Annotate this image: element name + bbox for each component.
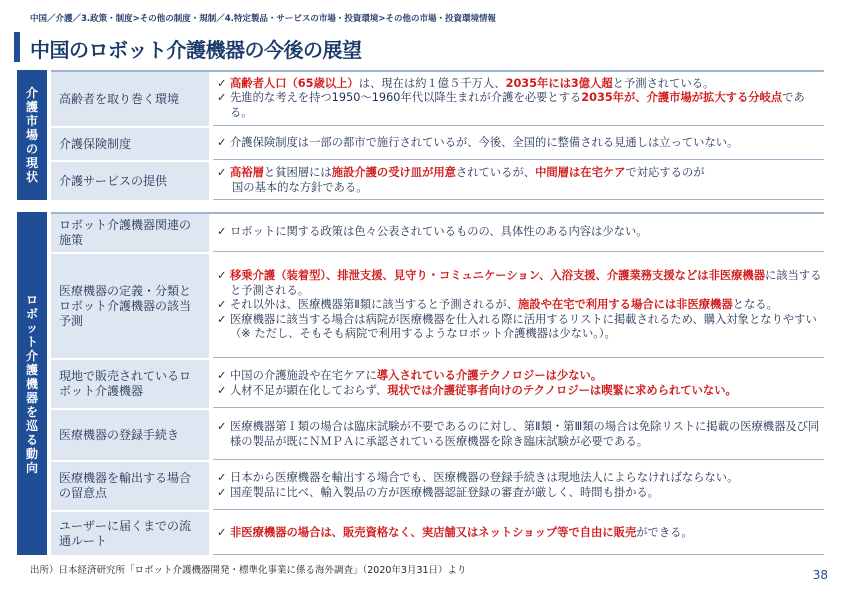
text-segment: ができる。 (636, 525, 693, 539)
row-topic: 医療機器を輸出する場合の留意点 (51, 462, 209, 510)
row-topic: 現地で販売されているロボット介護機器 (51, 360, 209, 408)
highlight-text: 導入されている介護テクノロジーは少ない。 (376, 369, 603, 382)
bullet-text (230, 471, 738, 486)
row-topic: 介護サービスの提供 (51, 162, 209, 200)
check-icon: ✓ (217, 420, 227, 433)
bullet-item (217, 471, 824, 486)
text-segment: 中国の介護施設や在宅ケアに (230, 369, 377, 382)
highlight-text: 2035年には3億人超 (505, 76, 613, 90)
bullet-text (230, 298, 778, 313)
table-row (51, 410, 824, 460)
check-icon: ✓ (217, 383, 227, 397)
row-topic: 高齢者を取り巻く環境 (51, 72, 209, 126)
bullet-item (217, 369, 824, 384)
bullet-text (230, 384, 737, 399)
check-icon: ✓ (217, 471, 227, 484)
row-topic: ユーザーに届くまでの流通ルート (51, 512, 209, 555)
text-segment: で対応するのが (625, 166, 705, 179)
table-row (51, 162, 824, 200)
highlight-text: 施設や在宅で利用する場合には非医療機器 (518, 298, 733, 312)
check-icon: ✓ (217, 166, 227, 179)
text-segment: 医療機器に該当する場合は病院が医療機器を仕入れる際に活用するリストに掲載されるため、購入対象となりやすい（※ ただし、そもそも病院で利用するようなロボット介護機器は少ない。）。 (230, 312, 817, 341)
check-icon: ✓ (217, 312, 227, 326)
text-segment: 人材不足が顕在化しておらず、 (230, 383, 388, 397)
text-segment: と予測されている。 (612, 76, 715, 90)
highlight-text: 高裕層 (230, 166, 264, 179)
bullet-text (230, 91, 824, 120)
check-icon: ✓ (217, 225, 227, 239)
row-description (213, 214, 824, 252)
bullet-item (217, 420, 824, 449)
text-segment: である。 (230, 91, 805, 119)
text-segment: ロボットに関する政策は色々公表されているものの、具体性のある内容は少ない。 (230, 225, 648, 239)
bullet-text (230, 269, 824, 298)
table-row (51, 128, 824, 160)
table-row (51, 72, 824, 126)
table-row (51, 512, 824, 555)
bullet-text (230, 225, 648, 240)
section-care-market (17, 70, 824, 200)
table-row (51, 254, 824, 358)
bullet-text (230, 420, 824, 449)
bullet-item (217, 298, 824, 313)
bullet-item (217, 225, 824, 240)
check-icon: ✓ (217, 369, 227, 382)
text-segment: となる。 (732, 298, 778, 312)
highlight-text: 非医療機器の場合は、販売資格なく、実店舗又はネットショップ等で自由に販売 (230, 525, 637, 539)
section-label: ロボット介護機器を巡る動向 (17, 212, 47, 555)
check-icon: ✓ (217, 136, 227, 150)
text-segment: 先進的な考えを持つ1950～1960年代以降生まれが介護を必要とする (230, 91, 582, 105)
bullet-item (217, 384, 824, 399)
bullet-item (217, 77, 824, 92)
text-segment: に該当すると予測される。 (230, 269, 822, 297)
section-robot-trends (17, 212, 824, 555)
table-row (51, 214, 824, 252)
page-title: 中国のロボット介護機器の今後の展望 (30, 38, 362, 62)
row-description (213, 410, 824, 460)
bullet-text (230, 486, 659, 501)
bullet-item (217, 269, 824, 298)
continuation-text: 国の基本的な方針である。 (232, 180, 368, 194)
bullet-text (230, 77, 714, 92)
bullet-item (217, 526, 824, 541)
row-description (213, 512, 824, 555)
check-icon: ✓ (217, 91, 227, 105)
source-note: 出所）日本経済研究所「ロボット介護機器開発・標準化事業に係る海外調査」（2020年3月31日）より (30, 565, 467, 576)
highlight-text: 施設介護の受け皿が用意 (331, 166, 456, 179)
table-row (51, 462, 824, 510)
row-description (213, 162, 824, 200)
text-segment: 介護保険制度は一部の都市で施行されているが、今後、全国的に整備される見通しは立っていない。 (230, 136, 739, 150)
check-icon: ✓ (217, 298, 227, 312)
row-description (213, 360, 824, 408)
page-number: 38 (812, 568, 828, 582)
breadcrumb: 中国／介護／3.政策・制度>その他の制度・規制／4.特定製品・サービスの市場・投資環境>その他の市場・投資環境情報 (30, 14, 497, 24)
bullet-text (230, 369, 602, 384)
highlight-text: 現状では介護従事者向けのテクノロジーは喫緊に求められていない。 (387, 383, 737, 397)
highlight-text: 2035年が、介護市場が拡大する分岐点 (581, 91, 783, 105)
bullet-text (230, 313, 824, 342)
text-segment: は、現在は約１億５千万人、 (358, 76, 506, 90)
row-topic: 医療機器の登録手続き (51, 410, 209, 460)
text-segment: と貧困層には (263, 166, 332, 179)
bullet-item (217, 91, 824, 120)
check-icon: ✓ (217, 485, 227, 499)
check-icon: ✓ (217, 269, 227, 283)
highlight-text: 高齢者人口（65歳以上） (230, 76, 359, 90)
text-segment: 国産製品に比べ、輸入製品の方が医療機器認証登録の審査が厳しく、時間も掛かる。 (230, 485, 660, 499)
highlight-text: 中間層は在宅ケア (535, 166, 626, 179)
bullet-item (217, 166, 824, 181)
table-row (51, 360, 824, 408)
row-description (213, 128, 824, 160)
bullet-text (230, 526, 693, 541)
title-accent-bar (14, 32, 20, 62)
bullet-item (217, 136, 824, 151)
bullet-text (230, 136, 738, 151)
highlight-text: 移乗介護（装着型）、排泄支援、見守り・コミュニケーション、入浴支援、介護業務支援などは非医療機器 (230, 269, 766, 283)
text-segment: 医療機器第Ｉ類の場合は臨床試験が不要であるのに対し、第Ⅱ類・第Ⅲ類の場合は免除リストに掲載の医療機器及び同様の製品が既にＮＭＰＡに承認されている医療機器を除き臨床試験が必要である。 (230, 420, 820, 448)
section-label: 介護市場の現状 (17, 70, 47, 200)
row-topic: ロボット介護機器関連の施策 (51, 214, 209, 252)
check-icon: ✓ (217, 76, 227, 90)
row-description (213, 72, 824, 126)
text-segment: 日本から医療機器を輸出する場合でも、医療機器の登録手続きは現地法人によらなければならない。 (230, 471, 739, 484)
check-icon: ✓ (217, 525, 227, 539)
bullet-item (217, 313, 824, 342)
row-topic: 医療機器の定義・分類とロボット介護機器の該当予測 (51, 254, 209, 358)
row-description (213, 462, 824, 510)
bullet-text (230, 166, 705, 181)
text-segment: それ以外は、医療機器第Ⅱ類に該当すると予測されるが、 (230, 298, 518, 312)
bullet-item (217, 486, 824, 501)
row-topic: 介護保険制度 (51, 128, 209, 160)
row-description (213, 254, 824, 358)
text-segment: されているが、 (455, 166, 536, 179)
